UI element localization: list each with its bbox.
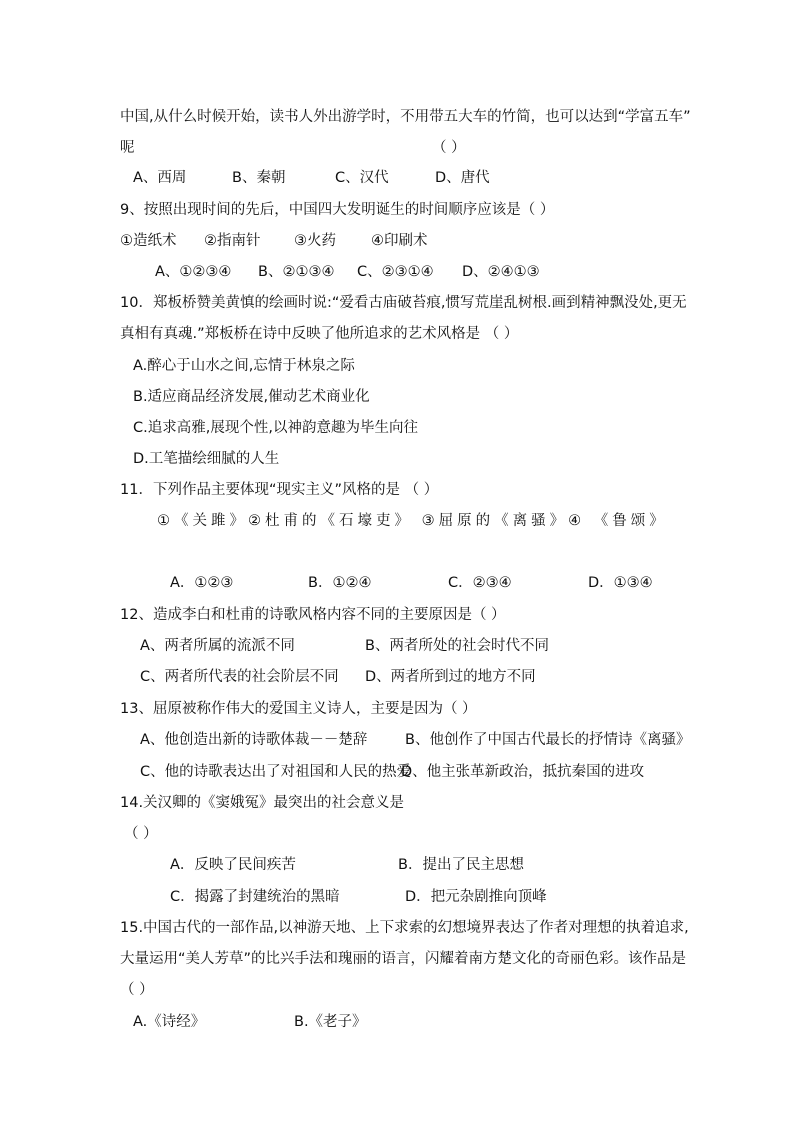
q8-stem-line1: 中国,从什么时候开始，读书人外出游学时，不用带五大车的竹简，也可以达到“学富五车” (120, 109, 691, 125)
q8-option-b[interactable]: B、秦朝 (232, 170, 286, 186)
q10-stem-line2: 真相有真魂.”郑板桥在诗中反映了他所追求的艺术风格是 （ ） (120, 326, 519, 342)
q14-answer-paren: （ ） (124, 826, 158, 842)
q13-option-b[interactable]: B、他创作了中国古代最长的抒情诗《离骚》 (405, 732, 691, 748)
q11-option-b[interactable]: B．①②④ (308, 575, 372, 591)
q8-option-c[interactable]: C、汉代 (335, 170, 389, 186)
q15-answer-paren: （ ） (120, 982, 154, 998)
q14-option-d[interactable]: D．把元杂剧推向顶峰 (405, 889, 547, 905)
q12-option-a[interactable]: A、两者所属的流派不同 (140, 638, 295, 654)
q9-item-4: ④印刷术 (371, 233, 428, 249)
q8-answer-paren: （ ） (432, 140, 466, 156)
q10-option-c[interactable]: C.追求高雅,展现个性,以神韵意趣为毕生向往 (133, 420, 418, 436)
q9-option-c[interactable]: C、②③①④ (357, 264, 434, 280)
q10-option-b[interactable]: B.适应商品经济发展,催动艺术商业化 (133, 389, 370, 405)
q8-option-a[interactable]: A、西周 (133, 170, 187, 186)
q9-option-a[interactable]: A、①②③④ (155, 264, 232, 280)
q9-option-d[interactable]: D、②④①③ (462, 264, 540, 280)
q10-option-a[interactable]: A.醉心于山水之间,忘情于林泉之际 (133, 358, 355, 374)
q12-option-d[interactable]: D、两者所到过的地方不同 (365, 669, 536, 685)
q11-option-a[interactable]: A．①②③ (170, 575, 234, 591)
q14-option-a[interactable]: A．反映了民间疾苦 (170, 857, 296, 873)
q15-stem-line1: 15.中国古代的一部作品,以神游天地、上下求索的幻想境界表达了作者对理想的执着追求, (120, 920, 689, 936)
q9-item-1: ①造纸术 (120, 233, 177, 249)
q12-option-b[interactable]: B、两者所处的社会时代不同 (365, 638, 549, 654)
q14-option-b[interactable]: B．提出了民主思想 (398, 857, 524, 873)
q13-option-c[interactable]: C、他的诗歌表达出了对祖国和人民的热爱 (140, 764, 412, 780)
q10-option-d[interactable]: D.工笔描绘细腻的人生 (133, 451, 280, 467)
q11-option-d[interactable]: D．①③④ (588, 575, 653, 591)
q11-works-list: ①《关雎》②杜甫的《石壕吏》 ③屈原的《离骚》④ 《鲁颂》 (157, 513, 668, 529)
q10-stem-line1: 10．郑板桥赞美黄慎的绘画时说:“爱看古庙破苔痕,惯写荒崖乱树根.画到精神飘没处,更无 (120, 295, 687, 311)
q15-option-b[interactable]: B.《老子》 (294, 1014, 367, 1030)
q9-item-2: ②指南针 (204, 233, 261, 249)
q8-option-d[interactable]: D、唐代 (435, 170, 490, 186)
q13-stem: 13、屈原被称作伟大的爱国主义诗人，主要是因为（ ） (120, 701, 477, 717)
q13-option-d[interactable]: D、他主张革新政治，抵抗秦国的进攻 (401, 764, 645, 780)
q12-option-c[interactable]: C、两者所代表的社会阶层不同 (140, 669, 339, 685)
q11-option-c[interactable]: C．②③④ (448, 575, 512, 591)
q8-stem-line2: 呢 (120, 140, 135, 156)
q12-stem: 12、造成李白和杜甫的诗歌风格内容不同的主要原因是（ ） (120, 607, 506, 623)
q15-stem-line2: 大量运用“美人芳草”的比兴手法和瑰丽的语言，闪耀着南方楚文化的奇丽色彩。该作品是 (120, 951, 687, 967)
q15-option-a[interactable]: A.《诗经》 (133, 1014, 206, 1030)
q14-option-c[interactable]: C．揭露了封建统治的黑暗 (170, 889, 340, 905)
q9-stem: 9、按照出现时间的先后，中国四大发明诞生的时间顺序应该是（ ） (120, 202, 555, 218)
q13-option-a[interactable]: A、他创造出新的诗歌体裁－－楚辞 (140, 732, 368, 748)
q14-stem: 14.关汉卿的《窦娥冤》最突出的社会意义是 (120, 795, 405, 811)
q9-item-3: ③火药 (294, 233, 336, 249)
q9-option-b[interactable]: B、②①③④ (258, 264, 335, 280)
q11-stem: 11．下列作品主要体现“现实主义”风格的是 （ ） (120, 482, 439, 498)
